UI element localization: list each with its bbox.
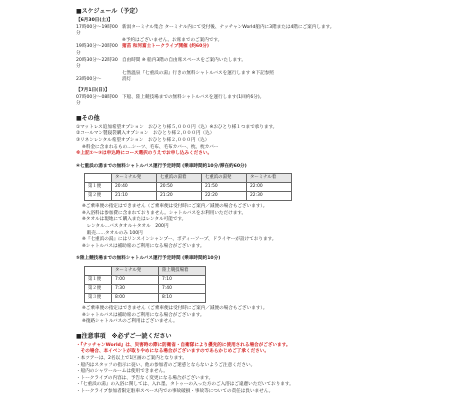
- caution-red-line: ・『ナッチャンWorld』は、災害時の際に防衛省・自衛隊により優先的に使用される場合がございます。: [76, 342, 291, 348]
- table-header: ターミナル着: [247, 174, 292, 183]
- schedule-row: [76, 58, 436, 71]
- table-cell: 8:00: [112, 294, 159, 303]
- option-item: ③リネンレンタル希望オプション おひとり様２,０００円（込）: [76, 137, 210, 143]
- shuttle1-note: 販売……タオルのみ 100円: [82, 230, 143, 236]
- shuttle1-note: ※ご乗車便の指定はできません（ご乗車便は受付時にご案内／減便の場合もございます）。: [82, 204, 268, 210]
- table-cell: 7:00: [112, 276, 159, 285]
- table-cell: 第２便: [85, 192, 112, 201]
- row-time: 17時00分〜19時00分: [76, 24, 118, 37]
- table-cell: 21:10: [112, 192, 157, 201]
- table-cell: 第３便: [85, 294, 112, 303]
- option-note: ※料金に含まれるもの…シーツ、毛布、毛布カバー、枕、枕カバー: [82, 144, 219, 150]
- table-cell: 22:30: [247, 192, 292, 201]
- row-text: 消灯: [122, 77, 132, 83]
- row-text: 下船、陸上競技場までの無料シャトルバスを運行します(1回約6分)。: [122, 94, 265, 100]
- table-header: ターミナル発: [112, 174, 157, 183]
- table-header: 七重浜の湯発: [202, 174, 247, 183]
- row-time: 19時30分〜20時00分: [76, 44, 118, 56]
- table-row: [85, 285, 206, 294]
- caution-line: ・『七重浜の湯』の入浴に関しては、入れ墨、タトゥーの入った方のご入浴はご遠慮いただいております。: [76, 382, 294, 388]
- schedule-title: ■スケジュール（予定）: [76, 8, 142, 15]
- table-cell: 7:40: [159, 285, 206, 294]
- shuttle1-note: ※入浴料は参加費に含まれておりません。シャトルバスをお利用いただけます。: [82, 210, 247, 216]
- table-cell: 21:50: [202, 183, 247, 192]
- row-text: ※予約はございません。お席までのご案内です。: [122, 37, 223, 43]
- schedule-row: [76, 77, 436, 84]
- shuttle2-title: ⑤陸上競技場までの無料シャトルバス運行予定時間 (乗車時間約10分): [76, 256, 221, 262]
- row-time: 20時30分〜22時30分: [76, 57, 118, 70]
- table-cell: 20:50: [157, 183, 202, 192]
- table-header: [85, 174, 112, 183]
- shuttle2-note: ※シャトルバスは補助席のご利用になる場合がございます。: [82, 312, 205, 318]
- shuttle2-note: ※ご乗車便の指定はできません（ご乗車便は受付時にご案内／減便の場合もございます）。: [82, 306, 268, 312]
- row-text: 七然温泉『七重浜の湯』行きの無料シャトルバスを運行します ※下記参照: [122, 70, 274, 76]
- caution-line: ・船内のシャワールームは使用できません。: [76, 369, 168, 375]
- schedule-row: [76, 95, 436, 108]
- shuttle1-title: ④七重浜の湯までの無料シャトルバス運行予定時間 (乗車時間約10分/滞在約60分): [76, 163, 247, 169]
- caution-line: ・トークライブの内容は、予告なく変更になる場合がございます。: [76, 375, 214, 381]
- table-cell: 22:00: [247, 183, 292, 192]
- table-header: 七重浜の湯着: [157, 174, 202, 183]
- table-cell: 20:40: [112, 183, 157, 192]
- row-time: 07時00分〜08時00分: [76, 94, 118, 107]
- table-row: [85, 192, 292, 201]
- schedule-row: [76, 25, 436, 38]
- shuttle1-note: レンタル…バスタオル＋タオル 200円: [82, 224, 169, 230]
- day1-rows: [76, 25, 436, 84]
- caution-line: ・トークライブ参加者限定駐車スペース内での事故破損・事故等についての責任は負いません。: [76, 388, 274, 394]
- option-item: ②コールマン製寝袋購入オプション おひとり様２,０００円（込）: [76, 131, 215, 137]
- table-cell: 22:20: [202, 192, 247, 201]
- row-time: 23時00分〜: [76, 77, 102, 83]
- table-row: [85, 276, 206, 285]
- table-header: [85, 267, 112, 276]
- table-cell: 8:10: [159, 294, 206, 303]
- caution-red-line: その場合、本イベントが取りやめになる場合がございますのであらかじめご了承ください。: [76, 349, 269, 355]
- shuttle1-table: [84, 173, 292, 201]
- table-row: [85, 294, 206, 303]
- shuttle1-note: ※タオルは現地にて購入またはレンタル可能です。: [82, 217, 187, 223]
- option-item: ①マットレス追加希望オプション おひとり様５,０００円（込）※おひとり様１つまで承ります。: [76, 124, 278, 130]
- table-row: [85, 183, 292, 192]
- shuttle2-note: ※復路シャトルバスのご利用はございません。: [82, 319, 178, 325]
- caution-title: [76, 333, 436, 341]
- other-title: ■その他: [76, 114, 100, 122]
- table-cell: 第１便: [85, 183, 112, 192]
- table-header-row: [85, 174, 292, 183]
- table-cell: 7:30: [112, 285, 159, 294]
- table-cell: 第２便: [85, 285, 112, 294]
- day2-date: 【7月1日(日)】: [76, 87, 110, 93]
- caution-line: ・本ツアーは、2名以上で1区画のご案内となります。: [76, 356, 187, 361]
- table-header: ターミナル発: [112, 267, 159, 276]
- shuttle1-note: ※『七重浜の湯』にはリンスインシャンプー、ボディーソープ、ドライヤーが設けております。: [82, 237, 277, 243]
- shuttle2-table: [84, 266, 206, 303]
- table-cell: 7:10: [159, 276, 206, 285]
- talk-live-text: 猪苗 和河富士トークライブ開催 (約60分): [122, 44, 210, 50]
- shuttle1-note: ※シャトルバスは補助席のご利用になる場合がございます。: [82, 243, 205, 249]
- table-cell: 21:20: [157, 192, 202, 201]
- row-text: 自由時間 ※ 船内3階の自由席スペースをご案内いたします。: [122, 57, 246, 63]
- option-red-note: ※上記①〜③は申込時にコース選択のうえでお申し込みください。: [76, 151, 213, 157]
- table-header-row: [85, 267, 206, 276]
- row-text: 新潟ターミナル集合 ターミナル内にて受付後、ナッチャンWorld船内に3階または4階にご案内します。: [122, 24, 335, 30]
- caution-title-text: ■注意事項 ※必ずご一読ください: [76, 332, 172, 340]
- table-cell: 第１便: [85, 276, 112, 285]
- caution-line: ・船内はスタッフの指示に従い、他の参加者のご迷惑とならないようご注意ください。: [76, 362, 256, 368]
- day1-date: 【6月30日(土)】: [76, 18, 113, 23]
- schedule-row: [76, 44, 436, 57]
- table-header: 陸上競技場着: [159, 267, 206, 276]
